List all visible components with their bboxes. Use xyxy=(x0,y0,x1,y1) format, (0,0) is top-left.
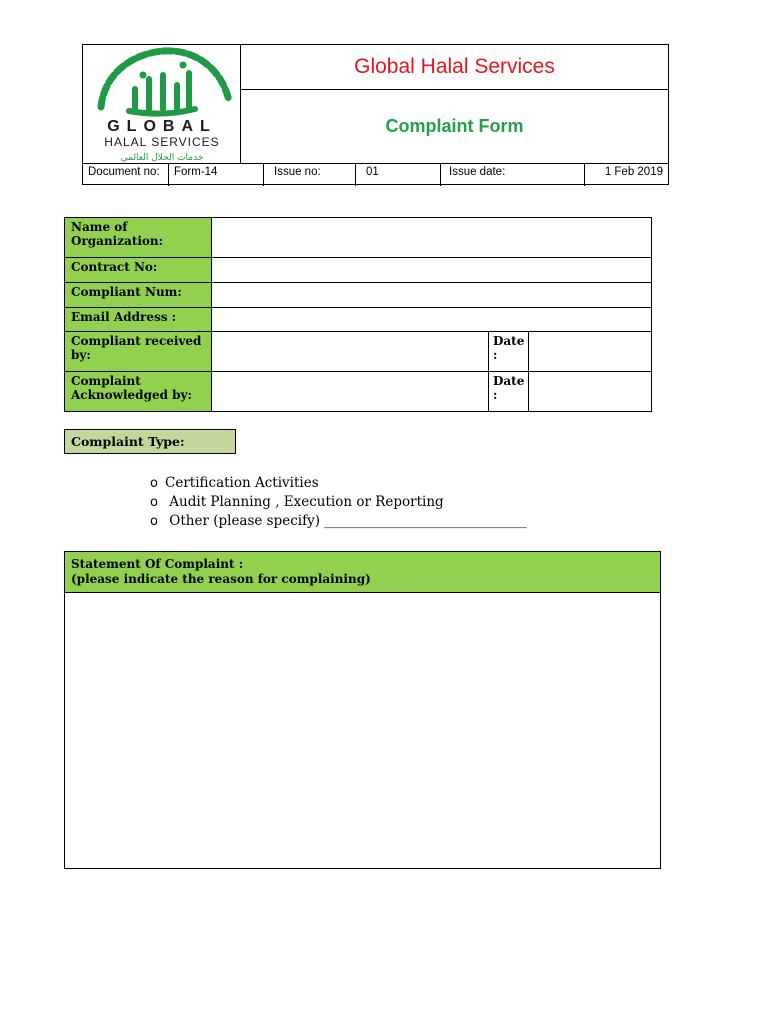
option-label: Other (please specify) ______________________________ xyxy=(165,513,527,529)
acknowledged-date-label: Date : xyxy=(489,372,529,412)
logo-global-text: GLOBAL xyxy=(107,118,217,135)
option-other[interactable] xyxy=(150,512,527,531)
radio-circle-icon[interactable]: o xyxy=(150,476,158,491)
page-title: Global Halal Services xyxy=(354,55,555,78)
option-audit[interactable] xyxy=(150,493,527,512)
email-label: Email Address : xyxy=(65,308,212,332)
option-certification[interactable] xyxy=(150,474,527,493)
statement-title: Statement Of Complaint : xyxy=(71,557,244,571)
complaint-type-options xyxy=(150,474,527,531)
received-by-field[interactable] xyxy=(212,332,489,372)
statement-note: (please indicate the reason for complaining) xyxy=(71,572,371,586)
received-by-label: Compliant received by: xyxy=(65,332,212,372)
statement-textarea[interactable] xyxy=(65,593,660,868)
subtitle-row xyxy=(241,89,668,163)
statement-box xyxy=(64,551,661,869)
document-meta-row xyxy=(83,163,668,186)
radio-circle-icon[interactable]: o xyxy=(150,514,158,529)
doc-no-label: Document no: xyxy=(83,164,169,186)
global-halal-logo-icon xyxy=(83,45,241,163)
complaint-type-label: Complaint Type: xyxy=(64,429,236,454)
logo-arabic-tagline: خدمات الحلال العالمي xyxy=(120,153,204,163)
logo-halal-services-text: HALAL SERVICES xyxy=(104,135,220,149)
doc-no-value: Form-14 xyxy=(169,164,264,186)
received-date-field[interactable] xyxy=(529,332,652,372)
complaint-num-field[interactable] xyxy=(212,283,652,308)
issue-date-value: 1 Feb 2019 xyxy=(604,166,663,178)
received-date-label: Date : xyxy=(489,332,529,372)
org-name-label: Name of Organization: xyxy=(65,218,212,258)
option-label: Audit Planning , Execution or Reporting xyxy=(165,494,444,510)
issue-no-value: 01 xyxy=(356,164,441,186)
acknowledged-by-field[interactable] xyxy=(212,372,489,412)
complainant-info-table xyxy=(64,217,652,412)
contract-no-field[interactable] xyxy=(212,258,652,283)
contract-no-label: Contract No: xyxy=(65,258,212,283)
issue-no-label: Issue no: xyxy=(264,164,356,186)
radio-circle-icon[interactable]: o xyxy=(150,495,158,510)
title-row xyxy=(241,45,668,90)
issue-date-label: Issue date: xyxy=(441,164,585,186)
acknowledged-date-field[interactable] xyxy=(529,372,652,412)
document-header xyxy=(82,44,669,185)
acknowledged-by-label: Complaint Acknowledged by: xyxy=(65,372,212,412)
email-field[interactable] xyxy=(212,308,652,332)
org-name-field[interactable] xyxy=(212,218,652,258)
form-title: Complaint Form xyxy=(385,115,524,136)
statement-header xyxy=(65,552,660,593)
option-label: Certification Activities xyxy=(165,475,319,491)
complaint-num-label: Compliant Num: xyxy=(65,283,212,308)
